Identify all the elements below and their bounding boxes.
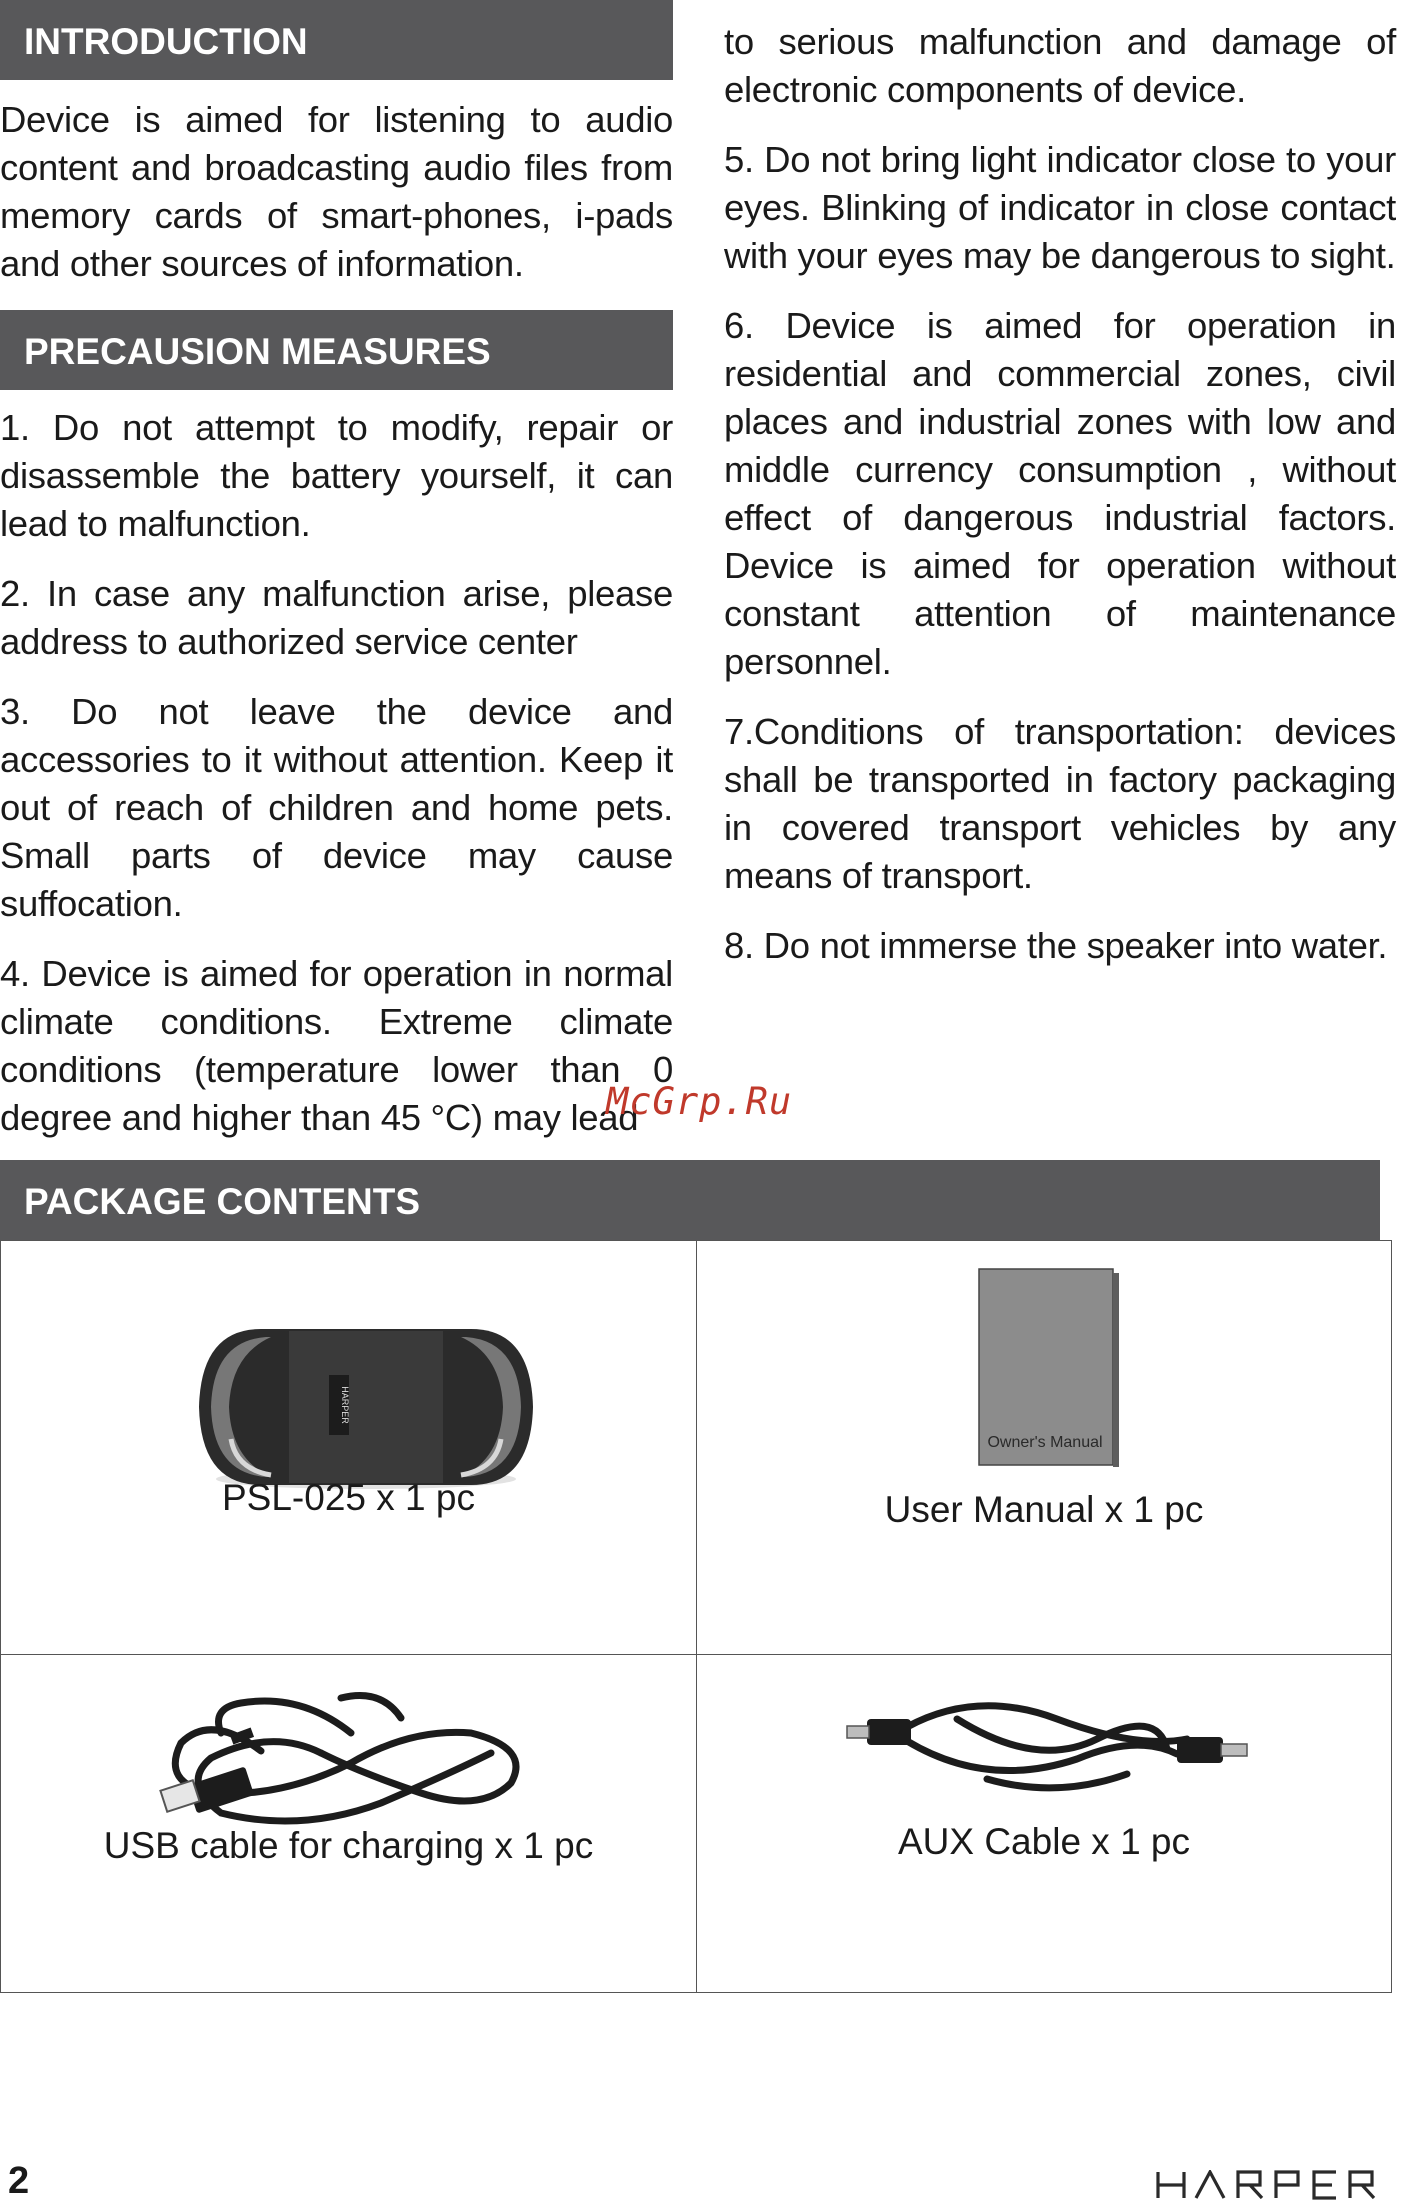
watermark: McGrp.Ru [606,1080,793,1123]
precaution-item-3: 3. Do not leave the device and accessories to it without attention. Keep it out of reach of children and home pets. Small parts of device may cause suffocation. [0,691,673,924]
precaution-item-2: 2. In case any malfunction arise, please address to authorized service center [0,573,673,662]
precaution-item-7: 7.Conditions of transportation: devices shall be transported in factory packaging in covered transport vehicles by any means of transport. [724,711,1396,896]
package-cell-aux [697,1655,1391,1992]
package-label-aux: AUX Cable x 1 pc [897,1821,1191,1862]
precaution-item-5: 5. Do not bring light indicator close to your eyes. Blinking of indicator in close contact with your eyes may be dangerous to sight. [724,139,1396,276]
package-label-usb: USB cable for charging x 1 pc [103,1825,594,1866]
manual-cover-text: Owner's Manual [987,1434,1103,1451]
precaution-item-8: 8. Do not immerse the speaker into water. [724,925,1388,966]
introduction-text: Device is aimed for listening to audio content and broadcasting audio files from memory cards of smart-phones, i-pads and other sources of information. [0,99,673,284]
precautions-heading: PRECAUSION MEASURES [0,310,673,390]
precaution-item-4-continued: to serious malfunction and damage of electronic components of device. [724,21,1396,110]
package-cell-manual [697,1241,1391,1655]
harper-logo-icon [1156,2170,1392,2200]
precaution-item-6: 6. Device is aimed for operation in residential and commercial zones, civil places and industrial zones with low and middle currency consumption , without effect of dangerous industrial factors. Device is aimed for operation without constant attention of maintenance personnel. [724,305,1396,682]
precaution-item-1: 1. Do not attempt to modify, repair or disassemble the battery yourself, it can lead to malfunction. [0,407,673,544]
package-label-speaker: PSL-025 x 1 pc [222,1477,475,1518]
precaution-item-4: 4. Device is aimed for operation in normal climate conditions. Extreme climate conditions (temperature lower than 0 degree and higher than 45 °C) may lead [0,953,673,1138]
aux-cable-image [837,1679,1257,1809]
package-label-manual: User Manual x 1 pc [884,1489,1204,1530]
package-table [0,1240,1392,1993]
package-cell-usb [1,1655,697,1992]
left-column [0,0,673,1164]
introduction-heading: INTRODUCTION [0,0,673,80]
usb-cable-image [151,1673,551,1843]
speaker-image [191,1319,541,1499]
manual-image [947,1263,1147,1473]
package-cell-speaker [1,1241,697,1655]
page-number: 2 [8,2160,30,2202]
right-column [724,0,1396,992]
package-heading: PACKAGE CONTENTS [0,1160,1380,1240]
speaker-brand-text: HARPER [340,1386,350,1424]
